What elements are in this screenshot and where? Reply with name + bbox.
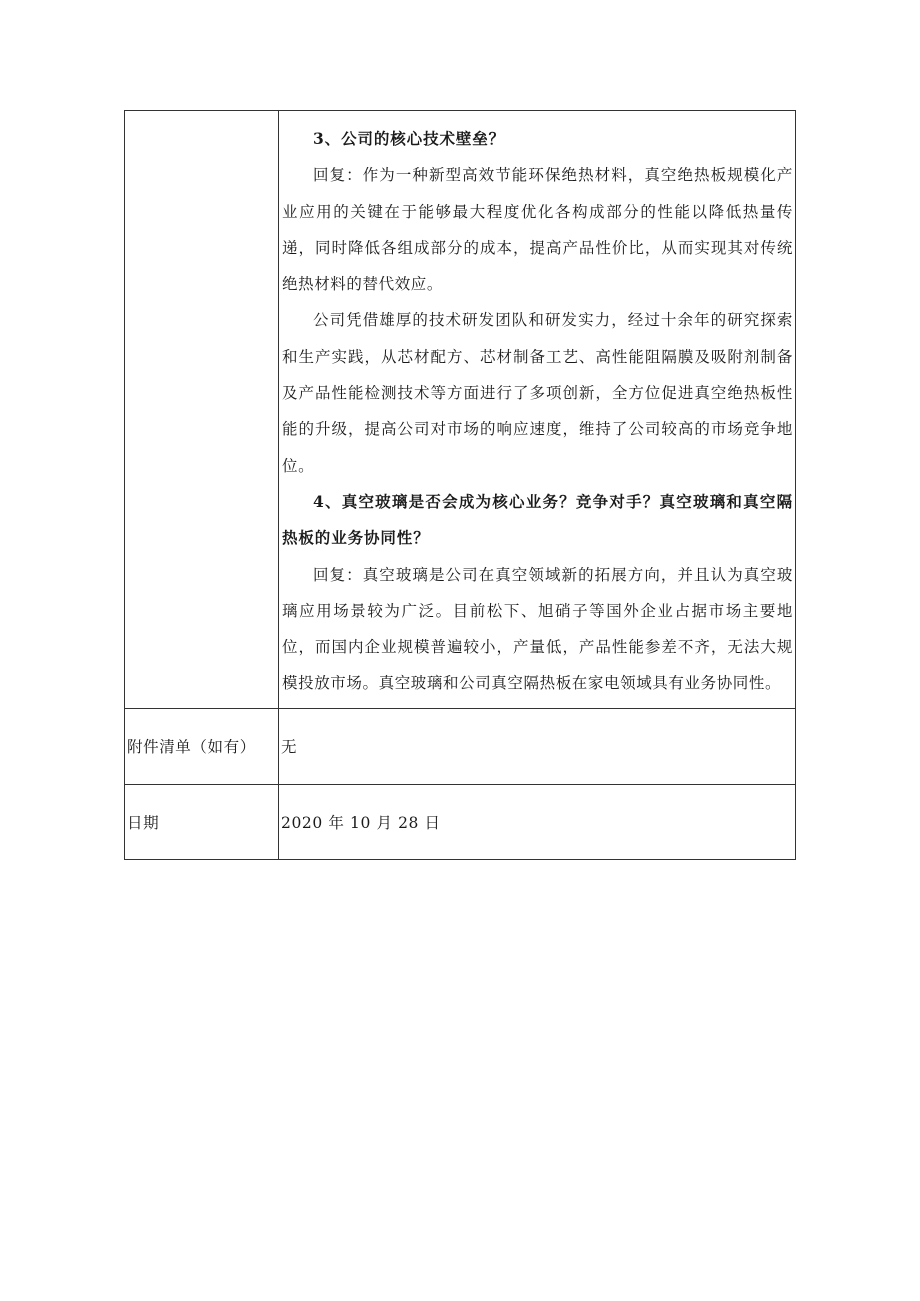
date-value: 2020 年 10 月 28 日	[281, 813, 441, 832]
answer-4-paragraph: 回复：真空玻璃是公司在真空领域新的拓展方向，并且认为真空玻璃应用场景较为广泛。目前松下、旭硝子等国外企业占据市场主要地位，而国内企业规模普遍较小，产量低，产品性能参差不齐，无法大规模投放市场。真空玻璃和公司真空隔热板在家电领域具有业务协同性。	[282, 565, 793, 693]
attachments-label-cell	[125, 708, 279, 784]
date-label-cell	[125, 784, 279, 859]
content-label-cell	[125, 111, 279, 709]
date-label: 日期	[127, 813, 160, 832]
content-cell	[279, 111, 796, 709]
record-table	[124, 110, 796, 860]
date-value-cell	[279, 784, 796, 859]
answer-3-paragraph-2: 公司凭借雄厚的技术研发团队和研发实力，经过十余年的研究探索和生产实践，从芯材配方、芯材制备工艺、高性能阻隔膜及吸附剂制备及产品性能检测技术等方面进行了多项创新，全方位促进真空绝热板性能的升级，提高公司对市场的响应速度，维持了公司较高的市场竞争地位。	[282, 311, 793, 475]
content-row	[125, 111, 796, 709]
question-4-heading: 4、真空玻璃是否会成为核心业务？竞争对手？真空玻璃和真空隔热板的业务协同性？	[282, 491, 793, 548]
attachments-value-cell	[279, 708, 796, 784]
attachments-row	[125, 708, 796, 784]
date-row	[125, 784, 796, 859]
attachments-value: 无	[281, 738, 298, 757]
answer-3-paragraph-1: 回复：作为一种新型高效节能环保绝热材料，真空绝热板规模化产业应用的关键在于能够最大程度优化各构成部分的性能以降低热量传递，同时降低各组成部分的成本，提高产品性价比，从而实现其对传统绝热材料的替代效应。	[282, 166, 793, 294]
attachments-label: 附件清单（如有）	[127, 738, 256, 757]
question-3-heading: 3、公司的核心技术壁垒？	[313, 129, 506, 148]
